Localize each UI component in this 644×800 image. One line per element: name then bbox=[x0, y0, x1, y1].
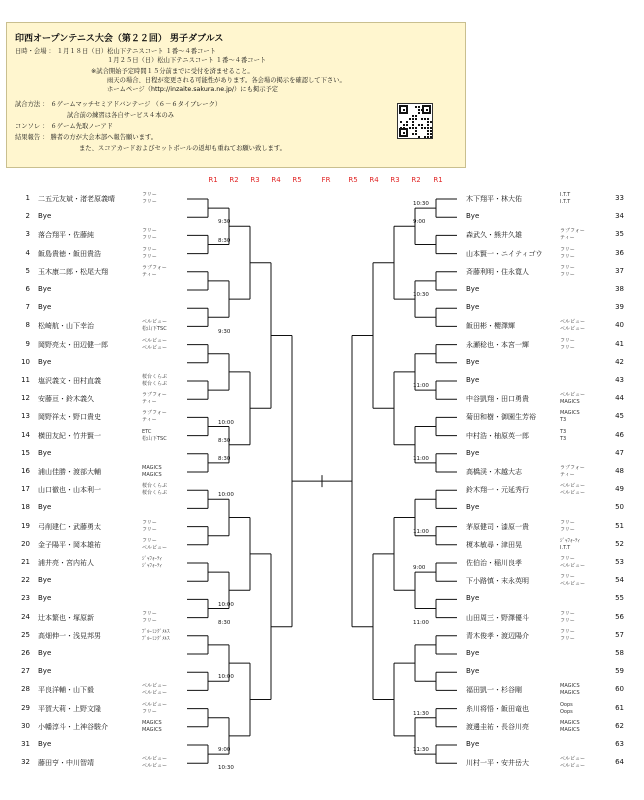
player-club: ラブフォー ティー bbox=[560, 228, 585, 242]
player-name: 森武久・熊井久雄 bbox=[466, 231, 522, 240]
player-name: 岡野亮太・田辺健一郎 bbox=[38, 340, 108, 349]
player-number: 15 bbox=[21, 448, 30, 457]
player-number: 56 bbox=[615, 612, 624, 621]
player-number: 4 bbox=[25, 248, 30, 257]
player-name: Bye bbox=[38, 594, 52, 603]
player-name: 玉木康二郎・松尾大翔 bbox=[38, 267, 108, 276]
player-name: Bye bbox=[38, 667, 52, 676]
player-name: 中谷凱翔・田口勇貴 bbox=[466, 395, 529, 404]
player-club: フリー フリー bbox=[560, 610, 575, 624]
player-name: Bye bbox=[466, 303, 480, 312]
player-club: ラブフォー ティー bbox=[142, 392, 167, 406]
player-name: 菊田和樹・御園生芳裕 bbox=[466, 413, 536, 422]
player-club: ベルビュー MAGICS bbox=[560, 392, 586, 406]
player-number: 51 bbox=[615, 521, 624, 530]
player-name: 渡邊圭祐・長谷川亮 bbox=[466, 722, 529, 731]
player-name: 弓削建仁・武藤勇太 bbox=[38, 522, 101, 531]
player-number: 33 bbox=[615, 194, 624, 202]
player-number: 49 bbox=[615, 485, 624, 494]
player-name: 糸川将悟・飯田竜也 bbox=[466, 704, 529, 713]
player-number: 16 bbox=[21, 467, 30, 475]
player-club: MAGICS MAGICS bbox=[142, 465, 162, 478]
round-header-left-R4: R4 bbox=[271, 176, 281, 184]
player-club: フリー フリー bbox=[560, 264, 575, 278]
player-name: 山田周三・野澤優斗 bbox=[466, 613, 529, 622]
player-number: 38 bbox=[615, 285, 624, 293]
player-club: ベルビュー 松山下TSC bbox=[142, 319, 168, 333]
player-number: 29 bbox=[21, 703, 30, 712]
info-line-schedule: 日時・会場 ： １月１８日（日）松山下テニスコート １番～４番コート bbox=[15, 48, 216, 55]
match-time: 11:00 bbox=[413, 455, 429, 462]
player-number: 2 bbox=[25, 212, 30, 221]
match-time: 10:00 bbox=[218, 492, 234, 499]
player-name: 中村浩・柚原英一郎 bbox=[466, 431, 529, 440]
player-club: ラブフォー ティー bbox=[142, 264, 167, 278]
player-club: フリー フリー bbox=[142, 228, 157, 242]
player-name: Bye bbox=[38, 357, 52, 366]
player-number: 1 bbox=[25, 194, 30, 202]
round-header-left-R2: R2 bbox=[229, 176, 239, 184]
player-number: 50 bbox=[615, 503, 624, 512]
tournament-title: 印西オープンテニス大会（第２２回） 男子ダブルス bbox=[15, 34, 224, 44]
player-club: ベルビュー ベルビュー bbox=[142, 683, 168, 697]
player-number: 24 bbox=[21, 612, 30, 621]
round-header-left-R1: R1 bbox=[208, 176, 218, 184]
player-club: ラブフォー ティー bbox=[560, 465, 585, 478]
player-name: Bye bbox=[466, 212, 480, 221]
player-number: 41 bbox=[615, 339, 624, 348]
player-club: フリー フリー bbox=[560, 519, 575, 533]
player-club: ベルビュー ベルビュー bbox=[560, 483, 586, 497]
player-name: 飯島貴徳・飯田貴浩 bbox=[38, 249, 101, 258]
match-time: 8:30 bbox=[218, 455, 231, 462]
player-name: Bye bbox=[38, 576, 52, 585]
player-name: 川村一平・安井岳大 bbox=[466, 759, 529, 768]
player-number: 36 bbox=[615, 248, 624, 257]
player-name: 平賀大莉・上野文隆 bbox=[38, 704, 101, 713]
player-club: ラブフォー ティー bbox=[142, 410, 167, 424]
player-name: 小幡淳斗・上神谷駿介 bbox=[38, 722, 108, 731]
player-name: Bye bbox=[466, 503, 480, 512]
player-name: 松崎航・山下幸治 bbox=[38, 322, 94, 331]
player-name: 斉藤利明・住永寛人 bbox=[466, 267, 529, 276]
player-club: MAGICS T3 bbox=[560, 410, 580, 424]
player-number: 31 bbox=[21, 740, 30, 748]
match-time: 9:30 bbox=[218, 328, 231, 335]
round-header-left-R3: R3 bbox=[250, 176, 260, 184]
player-number: 64 bbox=[615, 758, 624, 767]
player-name: 下小路慎・末永英明 bbox=[466, 577, 529, 586]
info-line-report: 結果報告 ： 勝者の方が大会本部へ報告願います。 bbox=[15, 134, 158, 141]
player-name: 茅原健司・漆原一貴 bbox=[466, 522, 529, 531]
player-name: 安藤亘・鈴木義久 bbox=[38, 395, 94, 404]
player-number: 42 bbox=[615, 357, 624, 366]
player-club: ベルビュー フリー bbox=[142, 701, 168, 715]
player-number: 8 bbox=[25, 321, 30, 330]
player-number: 19 bbox=[21, 521, 30, 530]
player-club: ベルビュー ベルビュー bbox=[142, 756, 168, 770]
player-number: 55 bbox=[615, 594, 624, 603]
player-club: フリー フリー bbox=[142, 610, 157, 624]
player-number: 61 bbox=[615, 703, 624, 712]
player-name: 浦山佳勝・渡部大輔 bbox=[38, 468, 101, 476]
player-name: 岡野祥太・野口貴史 bbox=[38, 413, 101, 422]
player-club: ベルビュー ベルビュー bbox=[142, 337, 168, 351]
player-number: 12 bbox=[21, 394, 30, 403]
match-time: 10:30 bbox=[413, 292, 429, 299]
match-time: 8:30 bbox=[218, 619, 231, 626]
player-number: 60 bbox=[615, 685, 624, 694]
info-line-report-2: また、スコアカードおよびセットボールの返却も重ねてお願い致します。 bbox=[79, 145, 286, 152]
match-time: 10:30 bbox=[413, 201, 429, 208]
player-name: 山本賢一・ニイティゴウ bbox=[466, 249, 543, 258]
player-club: MAGICS MAGICS bbox=[560, 683, 580, 697]
match-time: 9:00 bbox=[413, 219, 426, 226]
player-name: Bye bbox=[466, 667, 480, 676]
player-name: 榎本敏尋・津田晃 bbox=[466, 540, 522, 549]
player-name: 二五元友斌・渚老原義晴 bbox=[38, 195, 115, 203]
player-number: 17 bbox=[21, 485, 30, 494]
player-number: 18 bbox=[21, 503, 30, 512]
player-club: フリー フリー bbox=[560, 337, 575, 351]
player-number: 46 bbox=[615, 430, 624, 439]
player-club: MAGICS MAGICS bbox=[560, 719, 580, 733]
player-name: 佐伯治・稲川良孝 bbox=[466, 559, 522, 567]
player-number: 5 bbox=[25, 266, 30, 275]
player-name: Bye bbox=[466, 740, 480, 748]
round-header-right-R1: R1 bbox=[433, 176, 443, 184]
player-number: 10 bbox=[21, 357, 30, 366]
player-club: ベルビュー ベルビュー bbox=[560, 756, 586, 770]
player-number: 26 bbox=[21, 649, 30, 657]
player-name: 高橋渓・木越大志 bbox=[466, 468, 522, 476]
player-name: 落合翔平・佐藤純 bbox=[38, 231, 94, 240]
match-time: 10:00 bbox=[218, 601, 234, 608]
match-time: 10:30 bbox=[218, 765, 234, 772]
round-header-right-R3: R3 bbox=[390, 176, 400, 184]
player-name: Bye bbox=[38, 448, 52, 457]
player-number: 62 bbox=[615, 721, 624, 730]
player-club: フリー フリー bbox=[142, 246, 157, 260]
player-club: フリー ベルビュー bbox=[142, 537, 168, 551]
player-name: Bye bbox=[38, 649, 52, 657]
player-name: 浦井亮・宮内祐人 bbox=[38, 559, 94, 567]
player-club: ﾌﾟﾙｰﾐﾝｸﾞﾒﾙｽ ﾌﾟﾙｰﾐﾝｸﾞﾒﾙｽ bbox=[142, 628, 170, 642]
player-number: 45 bbox=[615, 412, 624, 421]
player-name: Bye bbox=[466, 594, 480, 603]
player-club: フリー フリー bbox=[142, 192, 157, 205]
player-name: Bye bbox=[466, 376, 480, 384]
player-club: ベルビュー ベルビュー bbox=[560, 319, 586, 333]
player-number: 40 bbox=[615, 321, 624, 330]
player-name: Bye bbox=[38, 303, 52, 312]
match-time: 10:00 bbox=[218, 419, 234, 426]
player-number: 37 bbox=[615, 266, 624, 275]
round-header-final: FR bbox=[321, 176, 331, 184]
player-number: 14 bbox=[21, 430, 30, 439]
player-number: 23 bbox=[21, 594, 30, 603]
player-name: Bye bbox=[38, 212, 52, 221]
info-line-note-1: ※試合開始予定時間１５分前までに受付を済ませること。 bbox=[91, 68, 254, 75]
player-number: 6 bbox=[25, 285, 30, 293]
player-club: 桜台くらぶ 桜台くらぶ bbox=[142, 483, 168, 497]
match-time: 11:30 bbox=[413, 747, 429, 754]
player-number: 39 bbox=[615, 303, 624, 312]
match-time: 9:00 bbox=[218, 747, 231, 754]
match-time: 11:00 bbox=[413, 528, 429, 535]
player-number: 11 bbox=[21, 376, 30, 384]
player-club: フリー フリー bbox=[142, 519, 157, 533]
player-club: MAGICS MAGICS bbox=[142, 719, 162, 733]
player-number: 53 bbox=[615, 558, 624, 566]
info-line-note-2: 雨天の場合、日程が変更される可能性があります。各会場の掲示を確認して下さい。 bbox=[107, 77, 346, 84]
player-club: フリー フリー bbox=[560, 246, 575, 260]
player-number: 35 bbox=[615, 230, 624, 239]
player-name: 高畑伸一・浅見邦男 bbox=[38, 631, 101, 640]
player-name: Bye bbox=[38, 740, 52, 748]
player-club: フリー ベルビュー bbox=[560, 574, 586, 588]
player-number: 32 bbox=[21, 758, 30, 767]
player-name: 鈴木翔一・元延秀行 bbox=[466, 486, 529, 495]
player-name: 福田凱一・杉谷剛 bbox=[466, 686, 522, 695]
player-number: 44 bbox=[615, 394, 624, 403]
player-name: Bye bbox=[38, 503, 52, 512]
player-name: 山口徹也・山本利一 bbox=[38, 486, 101, 495]
player-number: 43 bbox=[615, 376, 624, 384]
player-number: 21 bbox=[21, 558, 30, 566]
player-number: 20 bbox=[21, 539, 30, 548]
player-number: 48 bbox=[615, 467, 624, 475]
player-number: 58 bbox=[615, 649, 624, 657]
player-number: 63 bbox=[615, 740, 624, 748]
player-number: 22 bbox=[21, 576, 30, 585]
player-name: 辻本繁也・塚原新 bbox=[38, 613, 94, 622]
player-club: フリー フリー bbox=[560, 628, 575, 642]
match-time: 8:30 bbox=[218, 437, 231, 444]
round-header-left-R5: R5 bbox=[292, 176, 302, 184]
player-number: 30 bbox=[21, 721, 30, 730]
player-club: I.T.T I.T.T bbox=[560, 192, 571, 205]
player-number: 34 bbox=[615, 212, 624, 221]
match-time: 9:30 bbox=[218, 219, 231, 226]
match-time: 11:00 bbox=[413, 383, 429, 390]
player-number: 25 bbox=[21, 630, 30, 639]
player-name: Bye bbox=[466, 285, 480, 293]
player-club: ETC 松山下TSC bbox=[142, 428, 167, 442]
round-header-right-R4: R4 bbox=[369, 176, 379, 184]
player-name: 永瀬稔也・本宮一輝 bbox=[466, 340, 529, 349]
match-time: 8:30 bbox=[218, 237, 231, 244]
match-time: 11:00 bbox=[413, 619, 429, 626]
player-number: 27 bbox=[21, 667, 30, 676]
player-name: 木下翔平・林大佑 bbox=[466, 195, 522, 203]
info-line-match-format: 試合方法 ： ６ゲームマッチセミアドバンテージ （６－６タイブレーク） bbox=[15, 101, 222, 108]
player-name: Bye bbox=[466, 448, 480, 457]
player-number: 28 bbox=[21, 685, 30, 694]
player-name: Bye bbox=[38, 285, 52, 293]
player-name: 塩沢義文・田村直義 bbox=[38, 377, 101, 385]
player-club: フリー ベルビュー bbox=[560, 556, 586, 569]
round-header-right-R5: R5 bbox=[348, 176, 358, 184]
player-name: Bye bbox=[466, 649, 480, 657]
player-name: 青木俊孝・渡辺陽介 bbox=[466, 631, 529, 640]
info-line-consolation: コンソレ ： ６ゲーム先取ノーアド bbox=[15, 123, 113, 130]
player-number: 59 bbox=[615, 667, 624, 676]
player-number: 57 bbox=[615, 630, 624, 639]
round-header-right-R2: R2 bbox=[411, 176, 421, 184]
player-club: 桜台くらぶ 桜台くらぶ bbox=[142, 374, 168, 387]
player-number: 54 bbox=[615, 576, 624, 585]
player-number: 9 bbox=[25, 339, 30, 348]
player-number: 7 bbox=[25, 303, 30, 312]
player-club: ｼﾞｬﾌｫｰﾃｨ I.T.T bbox=[560, 537, 581, 551]
player-number: 52 bbox=[615, 539, 624, 548]
info-line-homepage: ホームページ（http://inzaite.sakura.ne.jp/）にも掲示予定 bbox=[107, 86, 279, 93]
match-time: 9:00 bbox=[413, 565, 426, 572]
player-club: ｼﾞｬﾌｫｰﾃｨ ｼﾞｬﾌｫｰﾃｨ bbox=[142, 556, 163, 569]
info-line-schedule-2: １月２５日（日）松山下テニスコート １番～４番コート bbox=[107, 57, 267, 64]
player-club: T3 T3 bbox=[560, 428, 567, 442]
player-name: Bye bbox=[466, 357, 480, 366]
player-name: 横田友紀・竹井賢一 bbox=[38, 431, 101, 440]
player-name: 平良洋輔・山下毅 bbox=[38, 686, 94, 695]
player-name: 飯田彬・櫻澤輝 bbox=[466, 322, 515, 331]
player-name: 藤田亨・中川智靖 bbox=[38, 759, 94, 768]
player-number: 13 bbox=[21, 412, 30, 421]
player-name: 金子陽平・岡本雄祐 bbox=[38, 540, 101, 549]
player-number: 3 bbox=[25, 230, 30, 239]
info-line-warmup: 試合前の練習は各自サービス４本のみ bbox=[67, 112, 175, 119]
match-time: 10:00 bbox=[218, 674, 234, 681]
player-club: Oops Oops bbox=[560, 701, 573, 715]
player-number: 47 bbox=[615, 448, 624, 457]
match-time: 11:30 bbox=[413, 710, 429, 717]
